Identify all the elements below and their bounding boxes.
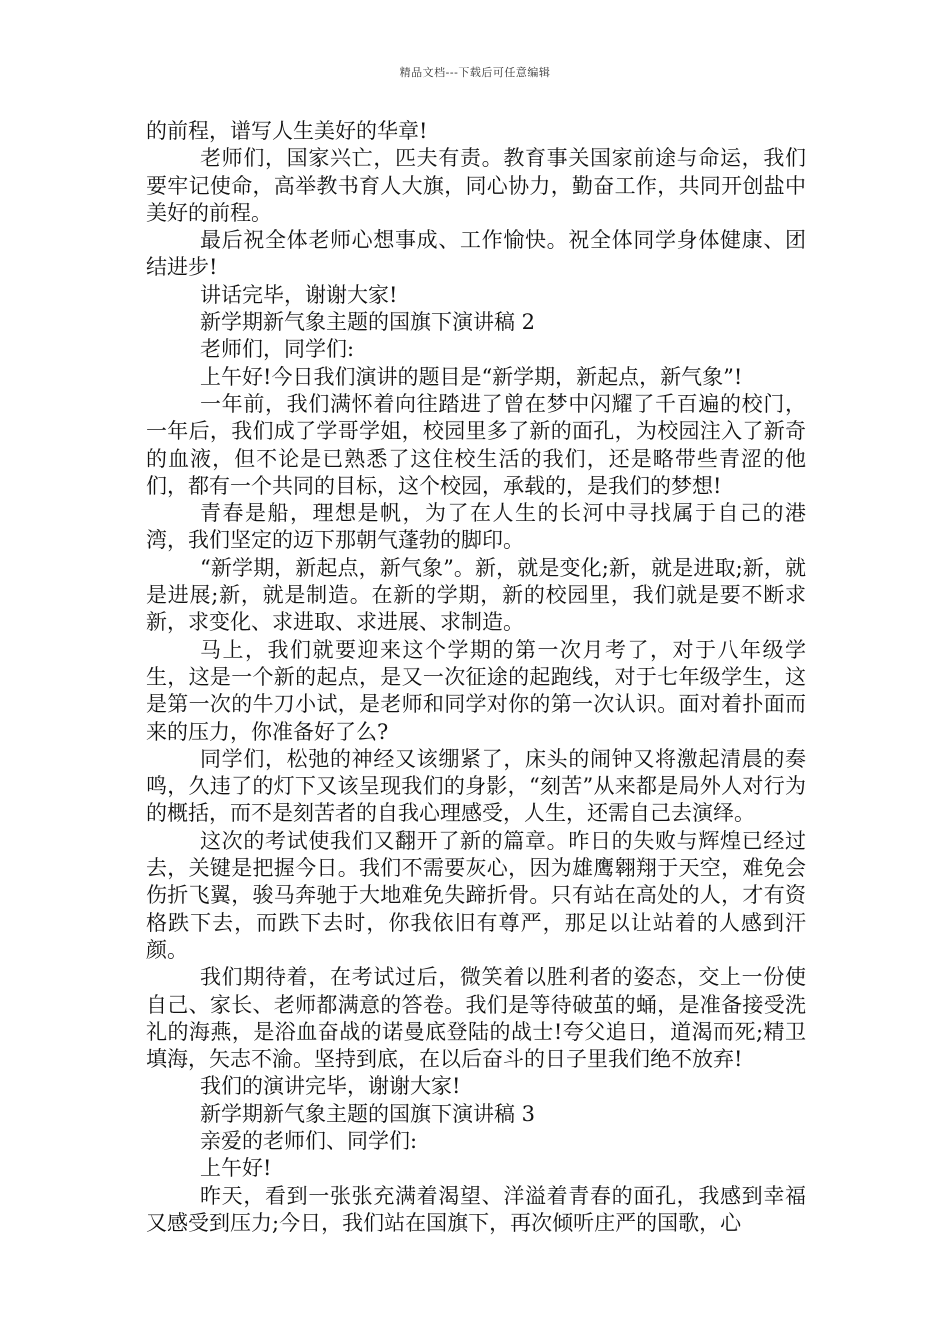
paragraph: 讲话完毕，谢谢大家!: [200, 282, 398, 307]
section-title: 新学期新气象主题的国旗下演讲稿 2: [200, 310, 536, 335]
paragraph: 昨天，看到一张张充满着渴望、洋溢着青春的面孔，我感到幸福又感受到压力;今日，我们站在国旗下，再次倾听庄严的国歌，心: [146, 1183, 806, 1235]
paragraph: 我们期待着，在考试过后，微笑着以胜利者的姿态，交上一份使自己、家长、老师都满意的答卷。我们是等待破茧的蛹，是准备接受洗礼的海燕，是浴血奋战的诺曼底登陆的战士!夸父追日，道渴而死;精卫填海，矢志不渝。坚持到底，在以后奋斗的日子里我们绝不放弃!: [146, 965, 806, 1072]
section-title: 新学期新气象主题的国旗下演讲稿 3: [200, 1101, 536, 1126]
paragraph: 我们的演讲完毕，谢谢大家!: [200, 1074, 461, 1099]
salutation: 亲爱的老师们、同学们:: [200, 1128, 418, 1153]
document-body: [146, 118, 806, 1237]
paragraph: 这次的考试使我们又翻开了新的篇章。昨日的失败与辉煌已经过去，关键是把握今日。我们不需要灰心，因为雄鹰翱翔于天空，难免会伤折飞翼，骏马奔驰于大地难免失蹄折骨。只有站在高处的人，才有资格跌下去，而跌下去时，你我依旧有尊严，那足以让站着的人感到汗颜。: [146, 828, 806, 962]
paragraph: 的前程，谱写人生美好的华章!: [146, 119, 428, 143]
paragraph: 马上，我们就要迎来这个学期的第一次月考了，对于八年级学生，这是一个新的起点，是又一次征途的起跑线，对于七年级学生，这是第一次的牛刀小试，是老师和同学对你的第一次认识。面对着扑面而来的压力，你准备好了么?: [146, 637, 806, 744]
page-header: 精品文档---下载后可任意编辑: [399, 66, 551, 79]
salutation: 老师们，同学们:: [200, 337, 355, 362]
paragraph: 最后祝全体老师心想事成、工作愉快。祝全体同学身体健康、团结进步!: [146, 228, 806, 280]
paragraph: 上午好!: [200, 1156, 272, 1181]
paragraph: 老师们，国家兴亡，匹夫有责。教育事关国家前途与命运，我们要牢记使命，高举教书育人大旗，同心协力，勤奋工作，共同开创盐中美好的前程。: [146, 146, 806, 225]
paragraph: 上午好!今日我们演讲的题目是“新学期，新起点，新气象”!: [200, 364, 743, 389]
paragraph: 青春是船，理想是帆，为了在人生的长河中寻找属于自己的港湾，我们坚定的迈下那朝气蓬勃的脚印。: [146, 501, 806, 553]
paragraph: 同学们，松弛的神经又该绷紧了，床头的闹钟又将激起清晨的奏鸣，久违了的灯下又该呈现我们的身影，“刻苦”从来都是局外人对行为的概括，而不是刻苦者的自我心理感受，人生，还需自己去演绎。: [146, 746, 806, 826]
paragraph: 一年前，我们满怀着向往踏进了曾在梦中闪耀了千百遍的校门，一年后，我们成了学哥学姐，校园里多了新的面孔，为校园注入了新奇的血液，但不论是已熟悉了这住校生活的我们，还是略带些青涩的他们，都有一个共同的目标，这个校园，承载的，是我们的梦想!: [146, 391, 806, 498]
paragraph: “新学期，新起点，新气象”。新，就是变化;新，就是进取;新，就是进展;新，就是制造。在新的学期，新的校园里，我们就是要不断求新，求变化、求进取、求进展、求制造。: [146, 555, 806, 635]
